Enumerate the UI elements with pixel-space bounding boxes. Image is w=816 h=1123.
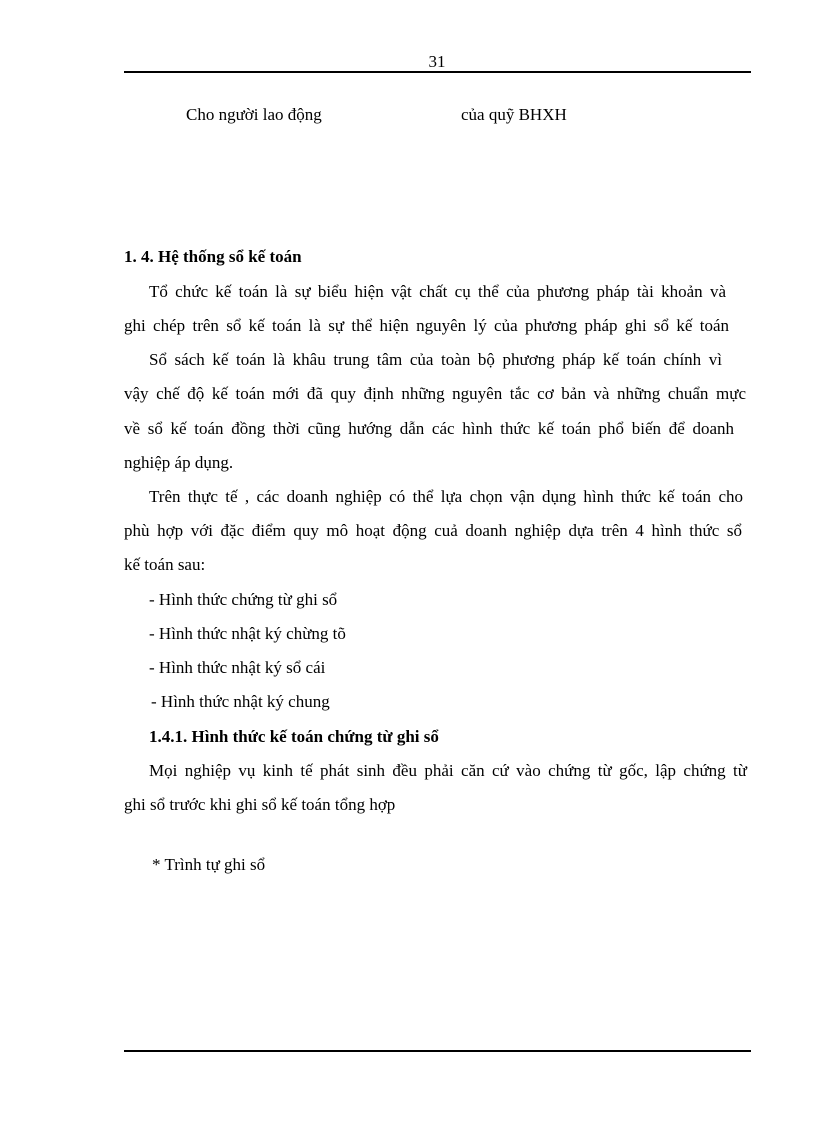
section-heading-1-4: 1. 4. Hệ thống sổ kế toán xyxy=(124,247,302,266)
sequence-label: * Trình tự ghi sổ xyxy=(152,855,266,874)
section-heading-1-4-1: 1.4.1. Hình thức kế toán chứng từ ghi sổ xyxy=(149,727,439,746)
fragment-left-text: Cho người lao động xyxy=(186,105,322,124)
paragraph-3-line-2: phù hợp với đặc điểm quy mô hoạt động cuả doanh nghiệp dựa trên 4 hình thức sổ xyxy=(124,521,742,540)
paragraph-2-line-4: nghiệp áp dụng. xyxy=(124,453,234,472)
paragraph-1-line-1: Tổ chức kế toán là sự biểu hiện vật chất cụ thể của phương pháp tài khoản và xyxy=(149,282,726,301)
form-list-item: - Hình thức chứng từ ghi sổ xyxy=(149,590,338,609)
page-number: 31 xyxy=(428,52,446,71)
paragraph-4-line-2: ghi sổ trước khi ghi sổ kế toán tổng hợp xyxy=(124,795,396,814)
paragraph-2-line-3: về sổ kế toán đồng thời cũng hướng dẫn các hình thức kế toán phổ biến để doanh xyxy=(124,419,734,438)
paragraph-2-line-1: Sổ sách kế toán là khâu trung tâm của toàn bộ phương pháp kế toán chính vì xyxy=(149,350,722,369)
paragraph-2-line-2: vậy chế độ kế toán mới đã quy định những nguyên tắc cơ bản và những chuẩn mực xyxy=(124,384,746,403)
form-list-item: - Hình thức nhật ký sổ cái xyxy=(149,658,326,677)
form-list-item: - Hình thức nhật ký chừng tõ xyxy=(149,624,346,643)
paragraph-3-line-3: kế toán sau: xyxy=(124,555,206,574)
footer-rule xyxy=(124,1050,751,1052)
paragraph-3-line-1: Trên thực tế , các doanh nghiệp có thể lựa chọn vận dụng hình thức kế toán cho xyxy=(149,487,743,506)
paragraph-4-line-1: Mọi nghiệp vụ kinh tế phát sinh đều phải căn cứ vào chứng từ gốc, lập chứng từ xyxy=(149,761,747,780)
paragraph-1-line-2: ghi chép trên sổ kế toán là sự thể hiện nguyên lý của phương pháp ghi sổ kế toán xyxy=(124,316,729,335)
form-list-item: - Hình thức nhật ký chung xyxy=(151,692,330,711)
header-rule xyxy=(124,71,751,73)
fragment-right-text: của quỹ BHXH xyxy=(461,105,567,124)
